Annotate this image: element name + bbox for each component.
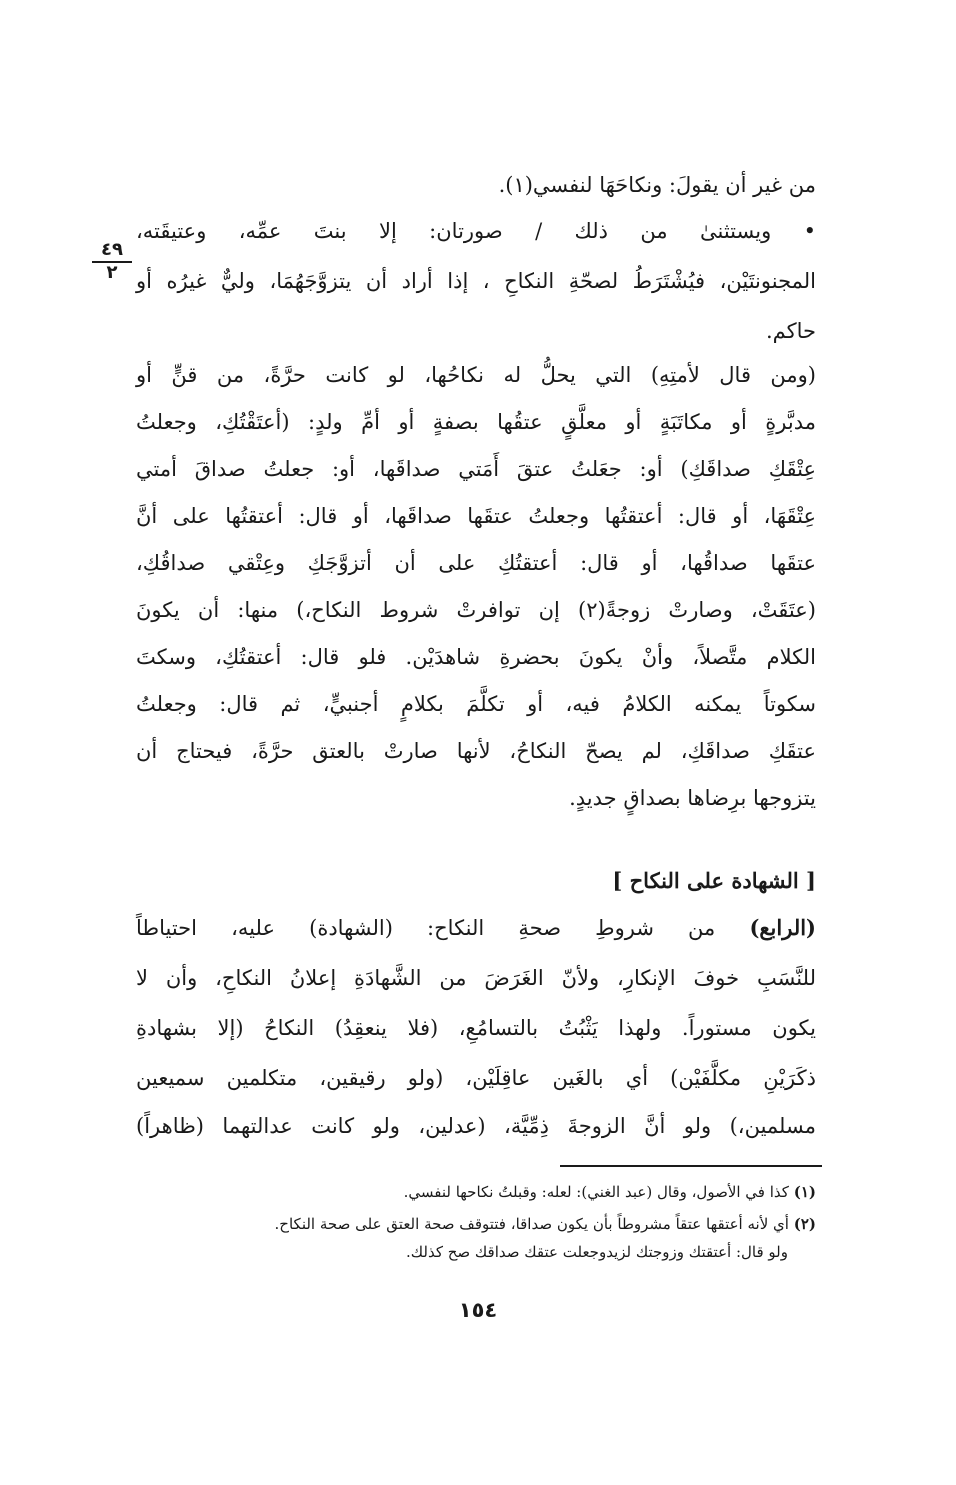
section-first-line xyxy=(136,913,816,943)
footnote-separator xyxy=(560,1165,822,1167)
footnote xyxy=(126,1180,816,1204)
footnote-number: (٢) xyxy=(793,1215,816,1233)
text-line: عتقَكِ صداقَكِ، لم يصحّ النكاحُ، لأنها صارتْ بالعتق حرَّةً، فيحتاج أن xyxy=(136,739,816,763)
text-line: ذكَرَيْنِ مكلَّفَيْن) أي بالغَين عاقِلَيْن، (ولو رقيقين، متكلمين سميعين xyxy=(136,1066,816,1090)
section-first-line-rest: من شروطِ صحةِ النكاح: (الشهادة) عليه، احتياطاً xyxy=(136,916,716,940)
text-line: الكلام متَّصلاً، وأنْ يكونَ بحضرةِ شاهدَيْن. فلو قال: أعتقتُكِ، وسكتَ xyxy=(136,645,816,669)
footnote xyxy=(126,1212,816,1236)
page-number: ١٥٤ xyxy=(458,1298,498,1322)
text-line: سكوتاً يمكنه الكلامُ فيه، أو تكلَّمَ بكلامٍ أجنبيٍّ، ثم قال: وجعلتُ xyxy=(136,692,816,716)
section-lead: (الرابع) xyxy=(749,915,816,940)
footnote-text: ولو قال: أعتقتك وزوجتك لزيدوجعلت عتقك صداقك صح كذلك. xyxy=(405,1243,788,1261)
footnote-number: (١) xyxy=(793,1183,816,1201)
footnote-text: كذا في الأصول، وقال (عبد الغني): لعله: وقبلتُ نكاحها لنفسي. xyxy=(403,1183,789,1201)
text-line: • ويستثنىٰ من ذلك / صورتان: إلا بنتَ عمِّه، وعتيقَته، xyxy=(136,219,816,243)
section-heading: [ الشهادة على النكاح ] xyxy=(612,868,816,893)
text-line: (عتَقَتْ، وصارتْ زوجةً(٢) إن توافرتْ شروط النكاح،) منها: أن يكونَ xyxy=(136,598,816,622)
footnote-continuation xyxy=(98,1240,788,1264)
text-line: عِتْقَهَا، أو قال: أعتقتُها وجعلتُ عتقَها صداقَها، أو قال: أعتقتُها على أنَّ xyxy=(136,504,816,528)
marker-bottom: ٢ xyxy=(106,262,118,283)
text-line: يكون مستوراً. ولهذا يَثْبُتُ بالتسامُعِ، (فلا ينعقِدُ) النكاحُ (إلا بشهادةِ xyxy=(136,1016,816,1040)
margin-page-marker xyxy=(92,240,132,283)
text-line: مسلمين،) ولو أنَّ الزوجةَ ذِمِّيَّة، (عدلين، ولو كانت عدالتهما (ظاهراً) xyxy=(136,1114,816,1138)
text-line: عتقَها صداقُها، أو قال: أعتقتُكِ على أن أتزوَّجَكِ وعِتْقي صداقُكِ، xyxy=(136,551,816,575)
text-line: عِتْقَكِ صداقَكِ) أو: جعَلتُ عتقَ أَمَتي صداقَها، أو: جعلتُ صداقَ أمتي xyxy=(136,457,816,481)
marker-top: ٤٩ xyxy=(92,240,132,263)
text-line: المجنونتَيْن، فيُشْتَرَطُ لصحّةِ النكاحِ ، إذا أراد أن يتزوَّجَهُمَا، وليٌّ غيرُه أو xyxy=(136,269,816,293)
text-line: للنَّسَبِ خوفَ الإنكارِ، ولأنّ الغَرَضَ من الشَّهادَةِ إعلانُ النكاحِ، وأن لا xyxy=(136,966,816,990)
text-line: (ومن قال لأمتِهِ) التي يحلُّ له نكاحُها، لو كانت حرَّةً، من قنٍّ أو xyxy=(136,363,816,387)
text-line: يتزوجها برِضاها بصداقٍ جديدٍ. xyxy=(569,786,816,810)
text-line: مدبَّرةٍ أو مكاتَبَةٍ أو معلَّقٍ عتقُها بصفةٍ أو أمِّ ولدٍ: (أعتَقْتُكِ، وجعلتُ xyxy=(136,410,816,434)
text-line: حاكم. xyxy=(765,319,816,343)
text-line: من غير أن يقولَ: ونكاحَهَا لنفسي(١). xyxy=(498,173,816,197)
footnote-text: أي لأنه أعتقها عتقاً مشروطاً بأن يكون صداقا، فتتوقف صحة العتق على صحة النكاح. xyxy=(274,1215,789,1233)
